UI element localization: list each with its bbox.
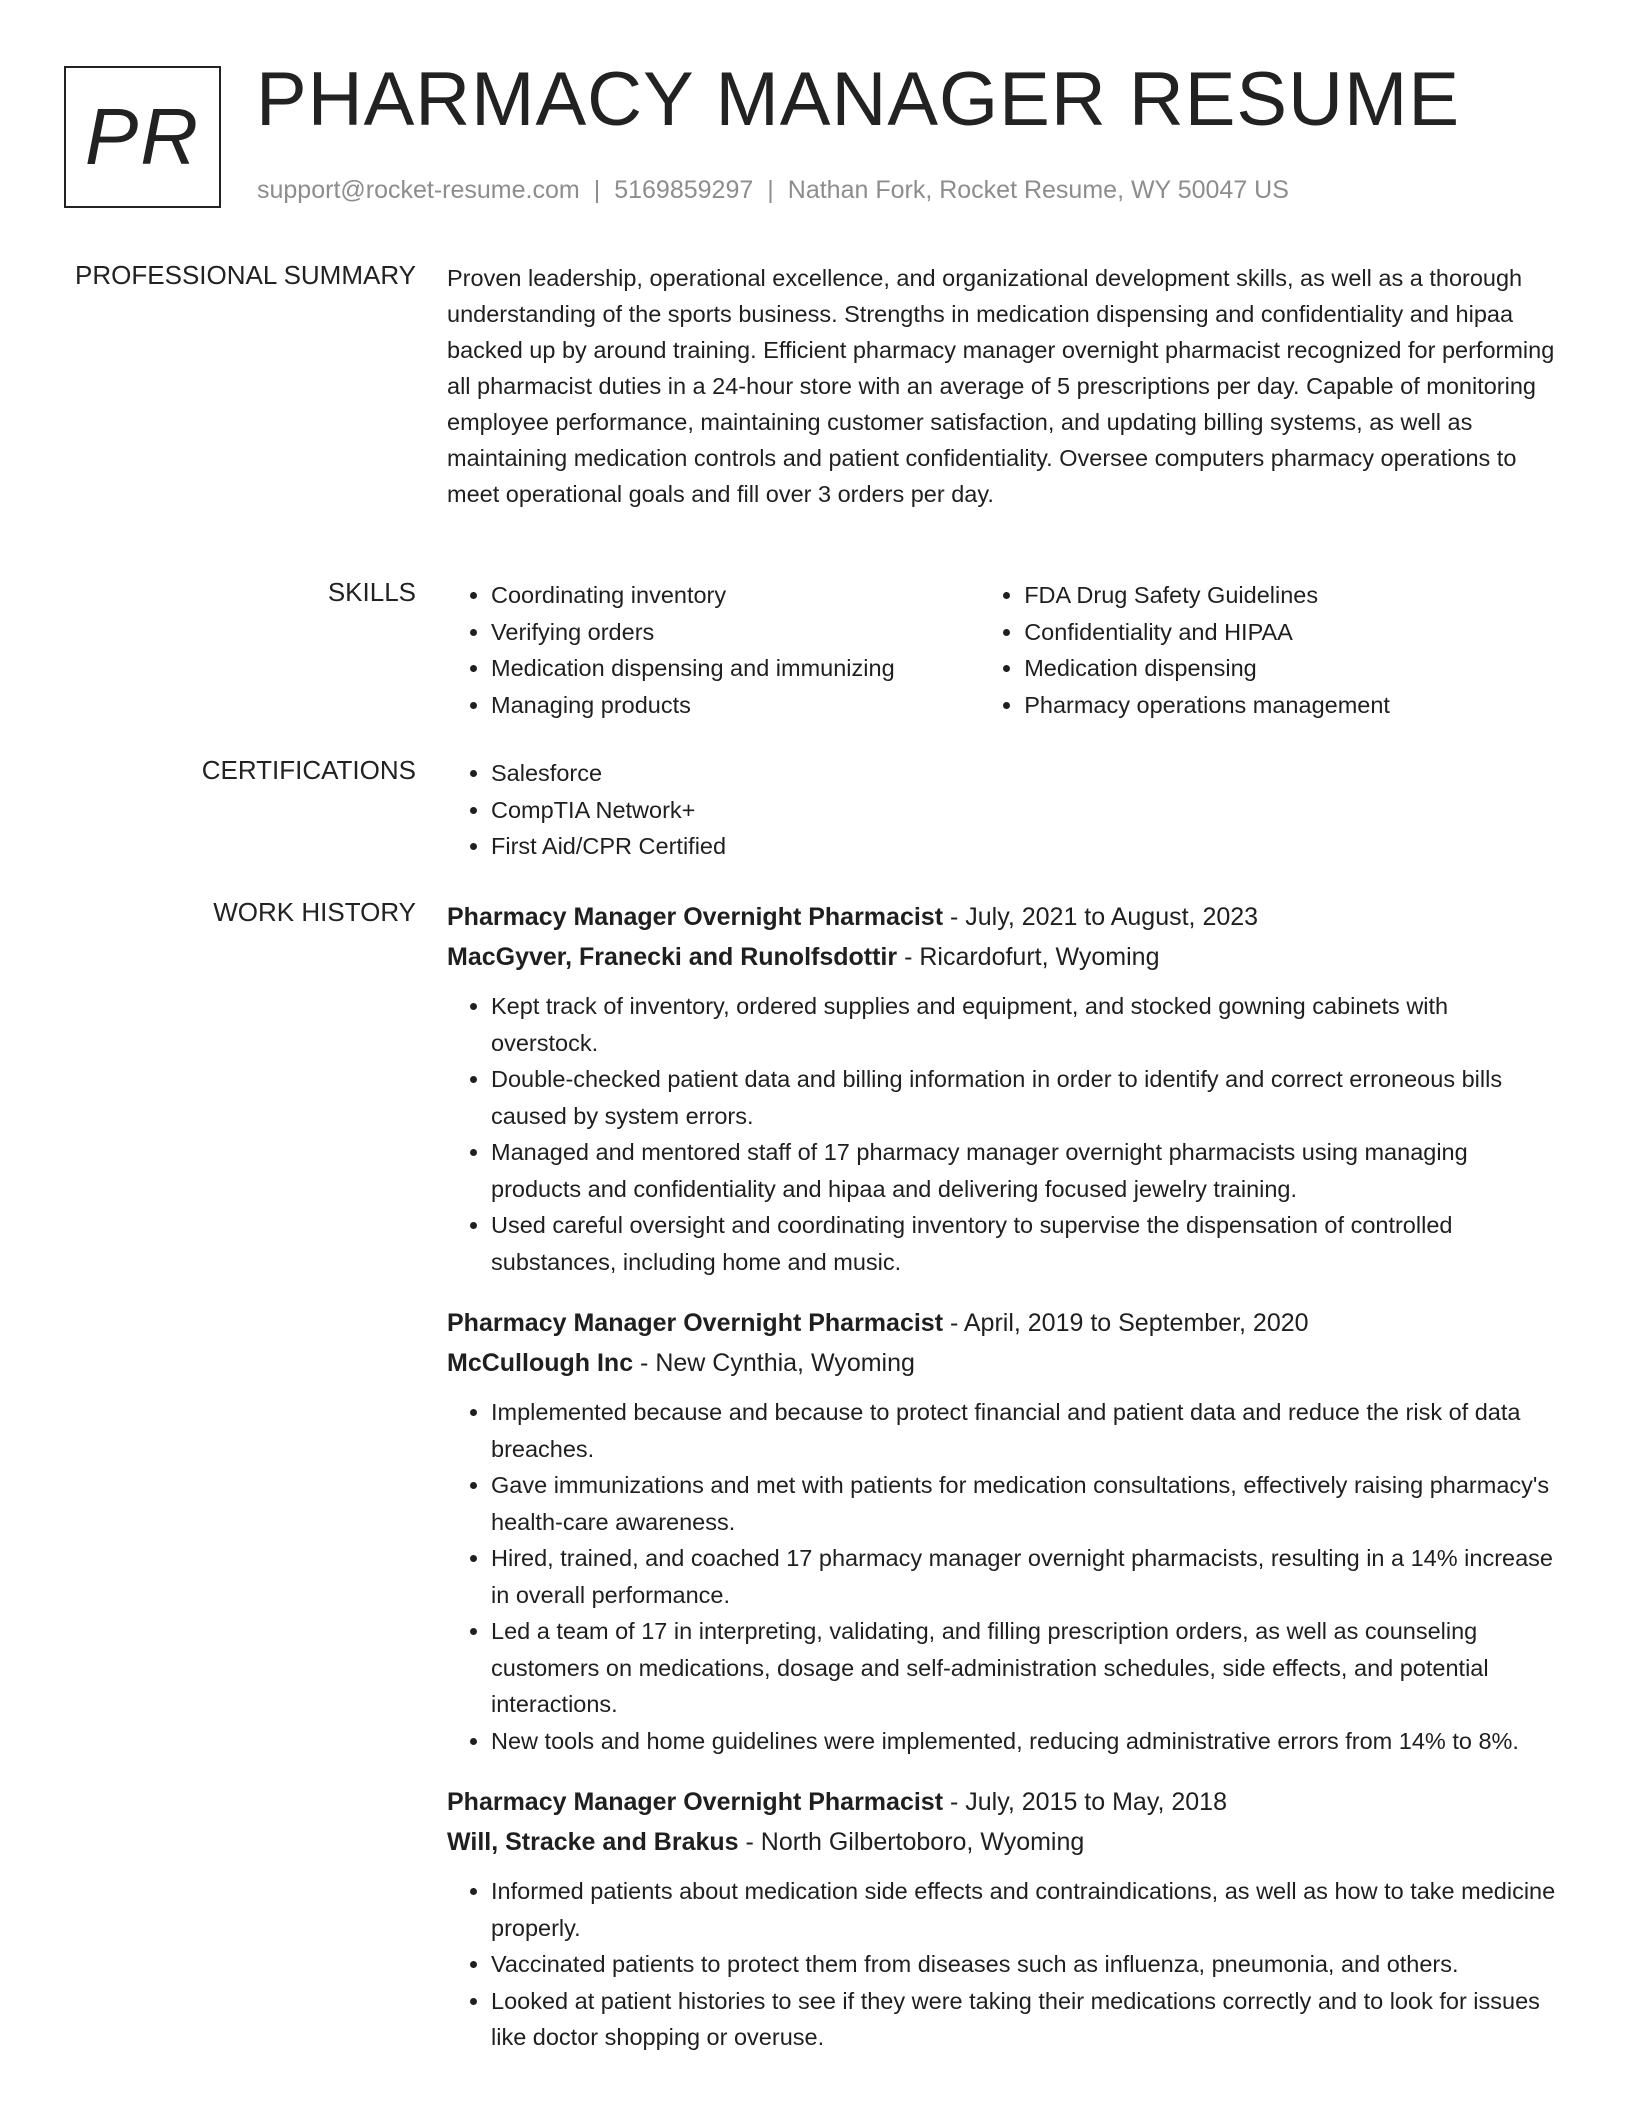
skills-content — [447, 577, 1557, 723]
section-label-certifications: CERTIFICATIONS — [201, 755, 416, 785]
job-company-line — [447, 1343, 1557, 1383]
job-bullet: • Implemented because and because to protect financial and patient data and reduce the risk of data breaches. — [491, 1394, 1557, 1467]
contact-phone: 5169859297 — [614, 176, 754, 204]
job-bullet: • New tools and home guidelines were implemented, reducing administrative errors from 14% to 8%. — [491, 1723, 1557, 1760]
work-history-content — [447, 897, 1557, 2056]
job-bullets — [447, 1873, 1557, 2056]
job-company: McCullough Inc — [447, 1349, 634, 1377]
skill-item: • Verifying orders — [491, 614, 980, 651]
job-dates: - July, 2021 to August, 2023 — [943, 903, 1259, 931]
job-entry — [447, 897, 1557, 1280]
section-label-summary: PROFESSIONAL SUMMARY — [75, 260, 416, 290]
certifications-list — [447, 755, 1557, 865]
job-title-line — [447, 1782, 1557, 1822]
job-bullet: • Vaccinated patients to protect them from diseases such as influenza, pneumonia, and others. — [491, 1946, 1557, 1983]
monogram-logo: PR — [64, 66, 221, 208]
contact-line — [257, 176, 1289, 205]
job-company-line — [447, 937, 1557, 977]
skill-item: • Medication dispensing and immunizing — [491, 650, 980, 687]
job-title: Pharmacy Manager Overnight Pharmacist — [447, 1788, 944, 1816]
job-location: - New Cynthia, Wyoming — [633, 1349, 915, 1377]
job-bullet: • Gave immunizations and met with patients for medication consultations, effectively raising pharmacy's health-care awareness. — [491, 1467, 1557, 1540]
job-company: Will, Stracke and Brakus — [447, 1828, 739, 1856]
certification-item: • CompTIA Network+ — [491, 792, 1557, 829]
contact-address: Nathan Fork, Rocket Resume, WY 50047 US — [787, 176, 1289, 204]
certification-item: • Salesforce — [491, 755, 1557, 792]
skill-item: • Coordinating inventory — [491, 577, 980, 614]
job-bullet: • Hired, trained, and coached 17 pharmacy manager overnight pharmacists, resulting in a 14% increase in overall performance. — [491, 1540, 1557, 1613]
skill-item: • FDA Drug Safety Guidelines — [1024, 577, 1557, 614]
job-entry — [447, 1303, 1557, 1759]
contact-separator: | — [593, 176, 601, 204]
job-bullet: • Double-checked patient data and billing information in order to identify and correct erroneous bills caused by system errors. — [491, 1061, 1557, 1134]
skill-item: • Pharmacy operations management — [1024, 687, 1557, 724]
section-label-work-history: WORK HISTORY — [213, 897, 416, 927]
job-entry — [447, 1782, 1557, 2056]
contact-email: support@rocket-resume.com — [257, 176, 580, 204]
skill-item: • Medication dispensing — [1024, 650, 1557, 687]
certifications-content — [447, 755, 1557, 865]
job-bullet: • Kept track of inventory, ordered supplies and equipment, and stocked gowning cabinets with overstock. — [491, 988, 1557, 1061]
job-dates: - July, 2015 to May, 2018 — [943, 1788, 1227, 1816]
job-bullet: • Managed and mentored staff of 17 pharmacy manager overnight pharmacists using managing products and confidentiality and hipaa and delivering focused jewelry training. — [491, 1134, 1557, 1207]
skill-item: • Managing products — [491, 687, 980, 724]
job-title-line — [447, 897, 1557, 937]
summary-text: Proven leadership, operational excellence, and organizational development skills, as well as a thorough understanding of the sports business. Strengths in medication dispensing and confidentiality and hipaa backed up by around training. Efficient pharmacy manager overnight pharmacist recognized for performing all pharmacist duties in a 24-hour store with an average of 5 prescriptions per day. Capable of monitoring employee performance, maintaining customer satisfaction, and updating billing systems, as well as maintaining medication controls and patient confidentiality. Oversee computers pharmacy operations to meet operational goals and fill over 3 orders per day. — [447, 265, 1555, 507]
job-company: MacGyver, Franecki and Runolfsdottir — [447, 943, 898, 971]
skill-item: • Confidentiality and HIPAA — [1024, 614, 1557, 651]
page-title: PHARMACY MANAGER RESUME — [256, 57, 1461, 142]
job-bullet: • Looked at patient histories to see if they were taking their medications correctly and to look for issues like doctor shopping or overuse. — [491, 1983, 1557, 2056]
job-location: - North Gilbertoboro, Wyoming — [738, 1828, 1085, 1856]
skills-grid — [447, 577, 1557, 723]
job-bullet: • Informed patients about medication side effects and contraindications, as well as how to take medicine properly. — [491, 1873, 1557, 1946]
job-title: Pharmacy Manager Overnight Pharmacist — [447, 1309, 944, 1337]
job-location: - Ricardofurt, Wyoming — [897, 943, 1160, 971]
certification-item: • First Aid/CPR Certified — [491, 828, 1557, 865]
skills-list-left — [447, 577, 980, 723]
job-company-line — [447, 1822, 1557, 1862]
job-title-line — [447, 1303, 1557, 1343]
job-bullets — [447, 988, 1557, 1280]
job-title: Pharmacy Manager Overnight Pharmacist — [447, 903, 944, 931]
section-label-skills: SKILLS — [327, 577, 416, 607]
summary-content — [447, 260, 1557, 512]
job-bullet: • Used careful oversight and coordinating inventory to supervise the dispensation of controlled substances, including home and music. — [491, 1207, 1557, 1280]
job-bullet: • Led a team of 17 in interpreting, validating, and filling prescription orders, as well as counseling customers on medications, dosage and self-administration schedules, side effects, and potential interactions. — [491, 1613, 1557, 1723]
job-bullets — [447, 1394, 1557, 1759]
skills-list-right — [980, 577, 1557, 723]
job-dates: - April, 2019 to September, 2020 — [943, 1309, 1309, 1337]
contact-separator: | — [767, 176, 774, 204]
